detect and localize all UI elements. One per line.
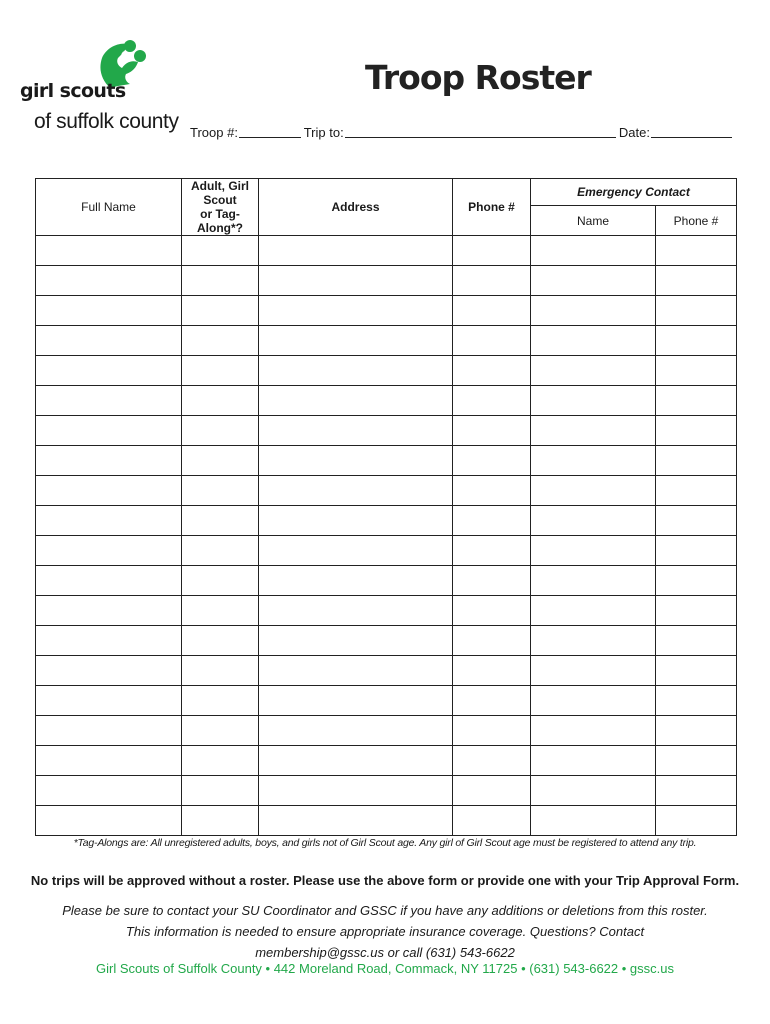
cell-phone[interactable] (453, 776, 531, 806)
table-row (36, 746, 737, 776)
cell-emergency-phone[interactable] (656, 656, 737, 686)
cell-type[interactable] (182, 476, 259, 506)
cell-type[interactable] (182, 656, 259, 686)
cell-name[interactable] (36, 596, 182, 626)
cell-emergency-phone[interactable] (656, 446, 737, 476)
header-emergency-phone: Phone # (656, 206, 737, 236)
cell-emergency-phone[interactable] (656, 326, 737, 356)
cell-phone[interactable] (453, 326, 531, 356)
cell-name[interactable] (36, 506, 182, 536)
cell-emergency-name[interactable] (531, 236, 656, 266)
cell-emergency-phone[interactable] (656, 716, 737, 746)
table-row (36, 296, 737, 326)
cell-phone[interactable] (453, 686, 531, 716)
cell-name[interactable] (36, 746, 182, 776)
table-row (36, 776, 737, 806)
table-row (36, 506, 737, 536)
cell-emergency-name[interactable] (531, 266, 656, 296)
cell-address[interactable] (259, 776, 453, 806)
cell-address[interactable] (259, 536, 453, 566)
trip-label: Trip to: (303, 125, 344, 140)
cell-name[interactable] (36, 626, 182, 656)
cell-emergency-name[interactable] (531, 326, 656, 356)
cell-emergency-name[interactable] (531, 746, 656, 776)
cell-emergency-name[interactable] (531, 776, 656, 806)
roster-warning: No trips will be approved without a roster. Please use the above form or provide one with your Trip Approval Form. (30, 873, 740, 888)
cell-address[interactable] (259, 596, 453, 626)
date-input[interactable] (651, 125, 732, 138)
cell-phone[interactable] (453, 476, 531, 506)
cell-type[interactable] (182, 596, 259, 626)
cell-emergency-phone[interactable] (656, 266, 737, 296)
cell-name[interactable] (36, 476, 182, 506)
cell-name[interactable] (36, 296, 182, 326)
cell-address[interactable] (259, 236, 453, 266)
cell-name[interactable] (36, 326, 182, 356)
cell-emergency-phone[interactable] (656, 686, 737, 716)
cell-emergency-name[interactable] (531, 476, 656, 506)
cell-type[interactable] (182, 806, 259, 836)
cell-address[interactable] (259, 566, 453, 596)
roster-rows (36, 236, 737, 836)
table-row (36, 596, 737, 626)
cell-name[interactable] (36, 686, 182, 716)
table-row (36, 566, 737, 596)
cell-emergency-phone[interactable] (656, 416, 737, 446)
cell-emergency-phone[interactable] (656, 506, 737, 536)
cell-emergency-phone[interactable] (656, 236, 737, 266)
cell-emergency-name[interactable] (531, 536, 656, 566)
table-row (36, 266, 737, 296)
cell-phone[interactable] (453, 506, 531, 536)
cell-emergency-phone[interactable] (656, 596, 737, 626)
cell-address[interactable] (259, 806, 453, 836)
header-member-type: Adult, Girl Scout or Tag-Along*? (182, 179, 259, 236)
tag-along-footnote: *Tag-Alongs are: All unregistered adults, boys, and girls not of Girl Scout age. Any girl of Girl Scout age must be registered to attend any trip. (73, 837, 697, 849)
table-row (36, 416, 737, 446)
cell-type[interactable] (182, 776, 259, 806)
contact-info: Please be sure to contact your SU Coordinator and GSSC if you have any additions or deletions from this roster. This information is needed to ensure appropriate insurance coverage. Questions? Contact membership@gssc.us or call (631) 543-6622 (62, 903, 708, 960)
cell-name[interactable] (36, 536, 182, 566)
cell-type[interactable] (182, 626, 259, 656)
cell-name[interactable] (36, 356, 182, 386)
header-emergency-name: Name (531, 206, 656, 236)
table-row (36, 716, 737, 746)
troop-input[interactable] (239, 125, 301, 138)
cell-type[interactable] (182, 236, 259, 266)
cell-emergency-name[interactable] (531, 506, 656, 536)
cell-type[interactable] (182, 326, 259, 356)
cell-emergency-name[interactable] (531, 656, 656, 686)
table-row (36, 446, 737, 476)
cell-address[interactable] (259, 656, 453, 686)
cell-address[interactable] (259, 506, 453, 536)
cell-type[interactable] (182, 266, 259, 296)
header-full-name: Full Name (36, 179, 182, 236)
trip-input[interactable] (345, 125, 616, 138)
table-row (36, 536, 737, 566)
cell-address[interactable] (259, 686, 453, 716)
cell-emergency-name[interactable] (531, 446, 656, 476)
cell-type[interactable] (182, 356, 259, 386)
cell-type[interactable] (182, 506, 259, 536)
cell-name[interactable] (36, 776, 182, 806)
cell-phone[interactable] (453, 356, 531, 386)
cell-name[interactable] (36, 416, 182, 446)
troop-label: Troop #: (190, 125, 238, 140)
cell-emergency-name[interactable] (531, 626, 656, 656)
cell-phone[interactable] (453, 236, 531, 266)
cell-emergency-name[interactable] (531, 596, 656, 626)
cell-emergency-name[interactable] (531, 416, 656, 446)
cell-emergency-phone[interactable] (656, 476, 737, 506)
cell-phone[interactable] (453, 716, 531, 746)
cell-type[interactable] (182, 386, 259, 416)
cell-type[interactable] (182, 746, 259, 776)
cell-address[interactable] (259, 296, 453, 326)
cell-phone[interactable] (453, 416, 531, 446)
cell-name[interactable] (36, 806, 182, 836)
cell-address[interactable] (259, 356, 453, 386)
table-row (36, 386, 737, 416)
cell-address[interactable] (259, 326, 453, 356)
org-name: girl scouts (20, 80, 126, 102)
table-row (36, 626, 737, 656)
cell-emergency-phone[interactable] (656, 776, 737, 806)
cell-phone[interactable] (453, 626, 531, 656)
cell-phone[interactable] (453, 536, 531, 566)
cell-address[interactable] (259, 626, 453, 656)
cell-phone[interactable] (453, 596, 531, 626)
cell-phone[interactable] (453, 386, 531, 416)
cell-phone[interactable] (453, 266, 531, 296)
table-row (36, 236, 737, 266)
cell-name[interactable] (36, 566, 182, 596)
date-label: Date: (618, 125, 650, 140)
cell-phone[interactable] (453, 746, 531, 776)
cell-type[interactable] (182, 716, 259, 746)
cell-emergency-name[interactable] (531, 806, 656, 836)
cell-emergency-phone[interactable] (656, 806, 737, 836)
cell-phone[interactable] (453, 296, 531, 326)
cell-name[interactable] (36, 266, 182, 296)
cell-type[interactable] (182, 566, 259, 596)
cell-address[interactable] (259, 446, 453, 476)
org-logo (20, 38, 179, 143)
cell-type[interactable] (182, 686, 259, 716)
cell-name[interactable] (36, 446, 182, 476)
cell-address[interactable] (259, 386, 453, 416)
cell-name[interactable] (36, 236, 182, 266)
cell-phone[interactable] (453, 446, 531, 476)
cell-emergency-phone[interactable] (656, 386, 737, 416)
cell-emergency-phone[interactable] (656, 356, 737, 386)
cell-emergency-name[interactable] (531, 686, 656, 716)
header-phone: Phone # (453, 179, 531, 236)
cell-emergency-phone[interactable] (656, 566, 737, 596)
table-row (36, 476, 737, 506)
cell-emergency-name[interactable] (531, 356, 656, 386)
cell-address[interactable] (259, 716, 453, 746)
org-region: of suffolk county (34, 110, 179, 133)
cell-address[interactable] (259, 266, 453, 296)
cell-type[interactable] (182, 296, 259, 326)
table-row (36, 806, 737, 836)
table-row (36, 686, 737, 716)
table-row (36, 656, 737, 686)
header-emergency-contact: Emergency Contact (531, 179, 737, 206)
trip-fields (190, 125, 735, 140)
council-contact: Girl Scouts of Suffolk County • 442 Moreland Road, Commack, NY 11725 • (631) 543-6622 • gssc.us (95, 961, 674, 976)
table-row (36, 356, 737, 386)
cell-phone[interactable] (453, 566, 531, 596)
cell-emergency-name[interactable] (531, 716, 656, 746)
page-title: Troop Roster (365, 58, 591, 97)
cell-emergency-name[interactable] (531, 566, 656, 596)
cell-address[interactable] (259, 746, 453, 776)
cell-phone[interactable] (453, 656, 531, 686)
cell-emergency-name[interactable] (531, 386, 656, 416)
cell-name[interactable] (36, 716, 182, 746)
header-address: Address (259, 179, 453, 236)
cell-emergency-phone[interactable] (656, 746, 737, 776)
cell-phone[interactable] (453, 806, 531, 836)
cell-type[interactable] (182, 446, 259, 476)
cell-emergency-phone[interactable] (656, 536, 737, 566)
cell-type[interactable] (182, 536, 259, 566)
cell-type[interactable] (182, 416, 259, 446)
cell-name[interactable] (36, 386, 182, 416)
cell-address[interactable] (259, 416, 453, 446)
roster-table (35, 178, 737, 836)
cell-emergency-phone[interactable] (656, 296, 737, 326)
cell-emergency-phone[interactable] (656, 626, 737, 656)
cell-emergency-name[interactable] (531, 296, 656, 326)
cell-name[interactable] (36, 656, 182, 686)
table-row (36, 326, 737, 356)
cell-address[interactable] (259, 476, 453, 506)
